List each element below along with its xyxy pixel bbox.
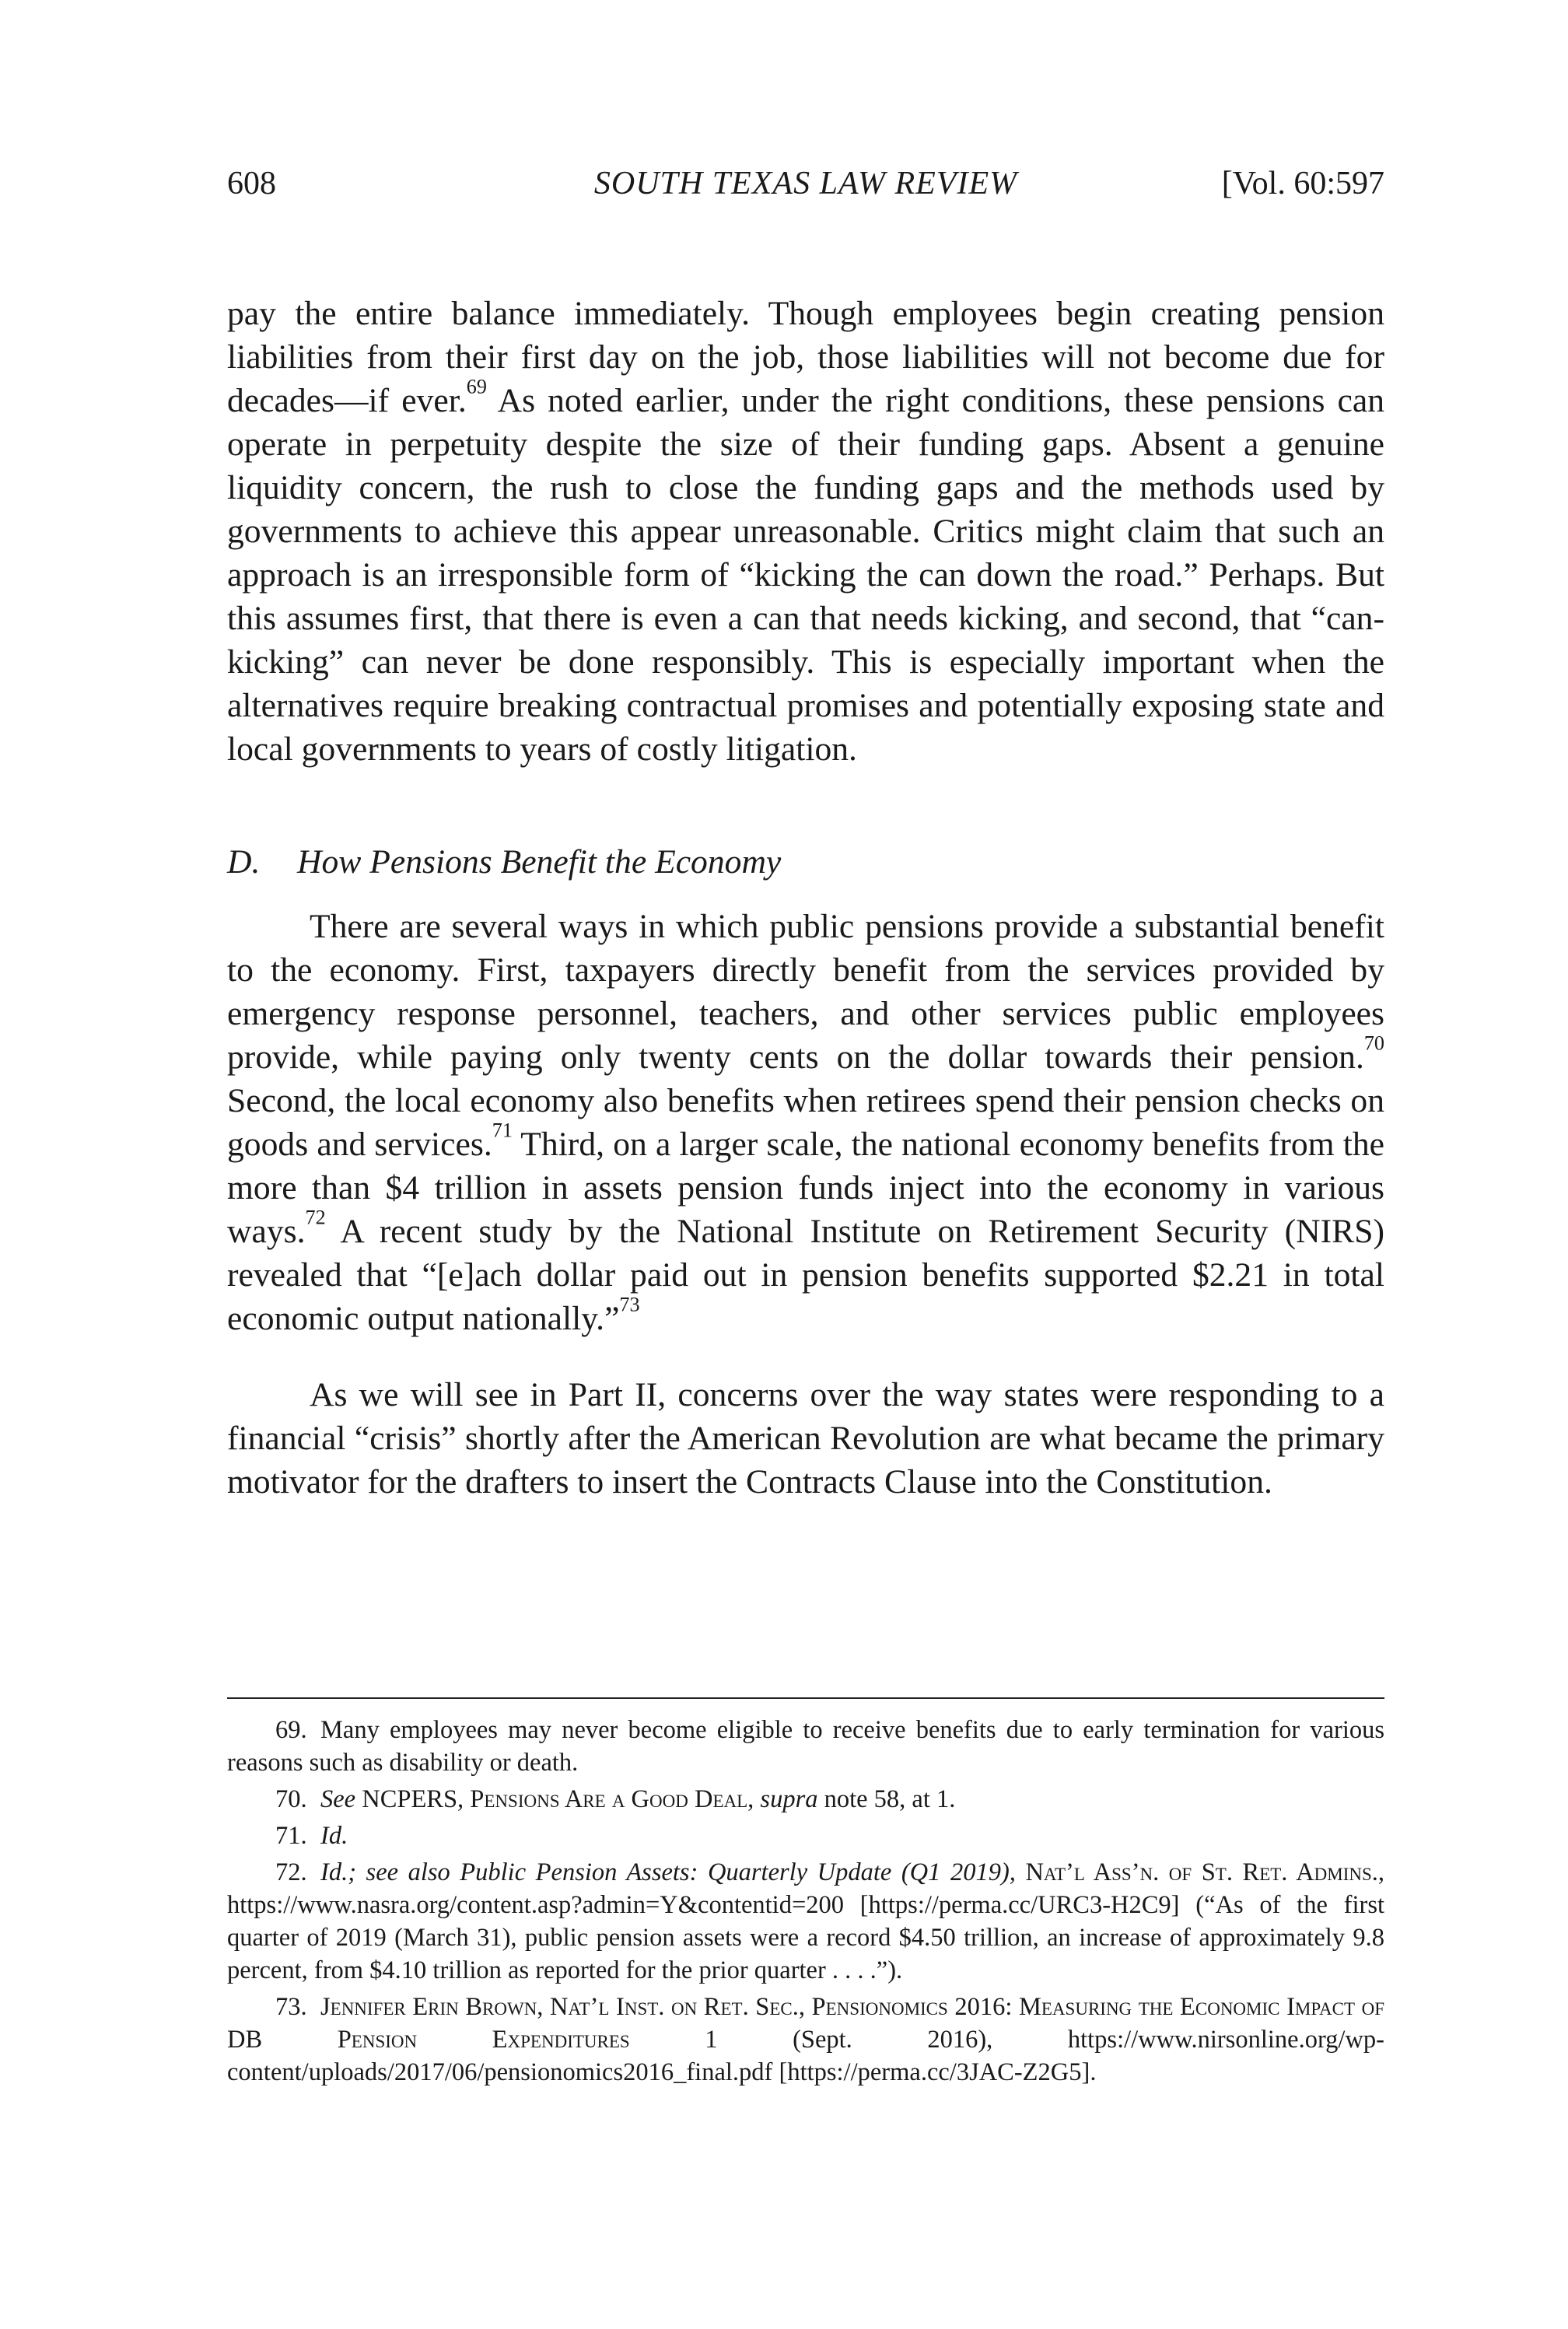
footnote-71 — [227, 1819, 1384, 1852]
paragraph-text: pay the entire balance immediately. Though employees begin creating pension liabilities from their first day on the job, those liabilities will not become due for decades—if ever. — [227, 295, 1384, 419]
footnote-70 — [227, 1783, 1384, 1816]
section-heading — [227, 840, 781, 884]
supra: supra — [760, 1785, 818, 1813]
volume-citation: [Vol. 60:597 — [1221, 166, 1384, 201]
paragraph-text: Second, the local economy also benefits when retirees spend their pension checks on goods and services. — [227, 1082, 1384, 1163]
footnote-number: 69. — [275, 1716, 307, 1744]
paragraph-part-two: As we will see in Part II, concerns over the way states were responding to a financial “crisis” shortly after the American Revolution are what became the primary motivator for the drafters to insert the Contracts Clause into the Constitution. — [227, 1376, 1384, 1501]
paragraph-text: A recent study by the National Institute on Retirement Security (NIRS) revealed that “[e]ach dollar paid out in pension benefits supported $2.21 in total economic output nationally.” — [227, 1213, 1384, 1337]
paragraph-economy-benefits — [227, 905, 1384, 1340]
footnote-ref-73: 73 — [619, 1293, 640, 1316]
footnotes — [227, 1714, 1384, 2093]
id-citation: Id. — [320, 1822, 348, 1850]
footnote-ref-71: 71 — [492, 1119, 513, 1142]
footnote-number: 73. — [275, 1993, 307, 2021]
footnote-number: 72. — [275, 1858, 307, 1886]
organization: Nat’l Ass’n. of St. Ret. Admins., — [1025, 1858, 1385, 1886]
paragraph-text: Third, on a larger scale, the national economy benefits from the more than $4 trillion in assets pension funds inject into the economy in various ways. — [227, 1126, 1384, 1250]
footnote-text: note 58, at 1. — [824, 1785, 956, 1813]
footnote-ref-70: 70 — [1363, 1031, 1384, 1055]
section-title: How Pensions Benefit the Economy — [297, 843, 782, 881]
source-title: NCPERS, Pensions Are a Good Deal, — [362, 1785, 754, 1813]
footnote-ref-72: 72 — [305, 1206, 326, 1229]
running-header — [227, 165, 1384, 212]
paragraph-text: As noted earlier, under the right conditions, these pensions can operate in perpetuity despite the size of their funding gaps. Absent a genuine liquidity concern, the rush to close the funding gaps and the methods used by governments to achieve this appear unreasonable. Critics might claim that such an approach is an irresponsible form of “kicking the can down the road.” Perhaps. But this assumes first, that there is even a can that needs kicking, and second, that “can-kicking” can never be done responsibly. This is especially important when the alternatives require breaking contractual promises and potentially exposing state and local governments to years of costly litigation. — [227, 382, 1384, 768]
footnote-text: Many employees may never become eligible to receive benefits due to early termination for various reasons such as disability or death. — [227, 1716, 1384, 1777]
footnote-73 — [227, 1991, 1384, 2089]
footnote-text: https://www.nasra.org/content.asp?admin=Y&contentid=200 [https://perma.cc/URC3-H2C9] (“As of the first quarter of 2019 (March 31), public pension assets were a record $4.50 trillion, an increase of approximately 9.8 percent, from $4.10 trillion as reported for the prior quarter . . . .”). — [227, 1891, 1384, 1984]
page-number: 608 — [227, 166, 276, 201]
paragraph-text: There are several ways in which public pensions provide a substantial benefit to the economy. First, taxpayers directly benefit from the services provided by emergency response personnel, teachers, and other services public employees provide, while paying only twenty cents on the dollar towards their pension. — [227, 908, 1384, 1076]
footnote-text: 1 (Sept. 2016), https://www.nirsonline.org/wp-content/uploads/2017/06/pensionomics2016_final.pdf [https://perma.cc/3JAC-Z2G5]. — [227, 2026, 1385, 2086]
footnote-ref-69: 69 — [466, 375, 487, 398]
footnote-69 — [227, 1714, 1384, 1779]
footnote-divider — [227, 1697, 1384, 1699]
source-title: Jennifer Erin Brown, Nat’l Inst. on Ret. Sec., Pensionomics 2016: Measuring the Economic Impact of DB Pension Expenditures — [227, 1993, 1384, 2054]
signal-see: See — [320, 1785, 356, 1813]
footnote-number: 70. — [275, 1785, 307, 1813]
footnote-number: 71. — [275, 1822, 307, 1850]
footnote-72 — [227, 1856, 1384, 1987]
source-title: Id.; see also Public Pension Assets: Quarterly Update (Q1 2019), — [320, 1858, 1016, 1886]
paragraph-continuation — [227, 292, 1384, 771]
section-letter: D. — [227, 843, 261, 881]
journal-title: SOUTH TEXAS LAW REVIEW — [593, 166, 1018, 201]
